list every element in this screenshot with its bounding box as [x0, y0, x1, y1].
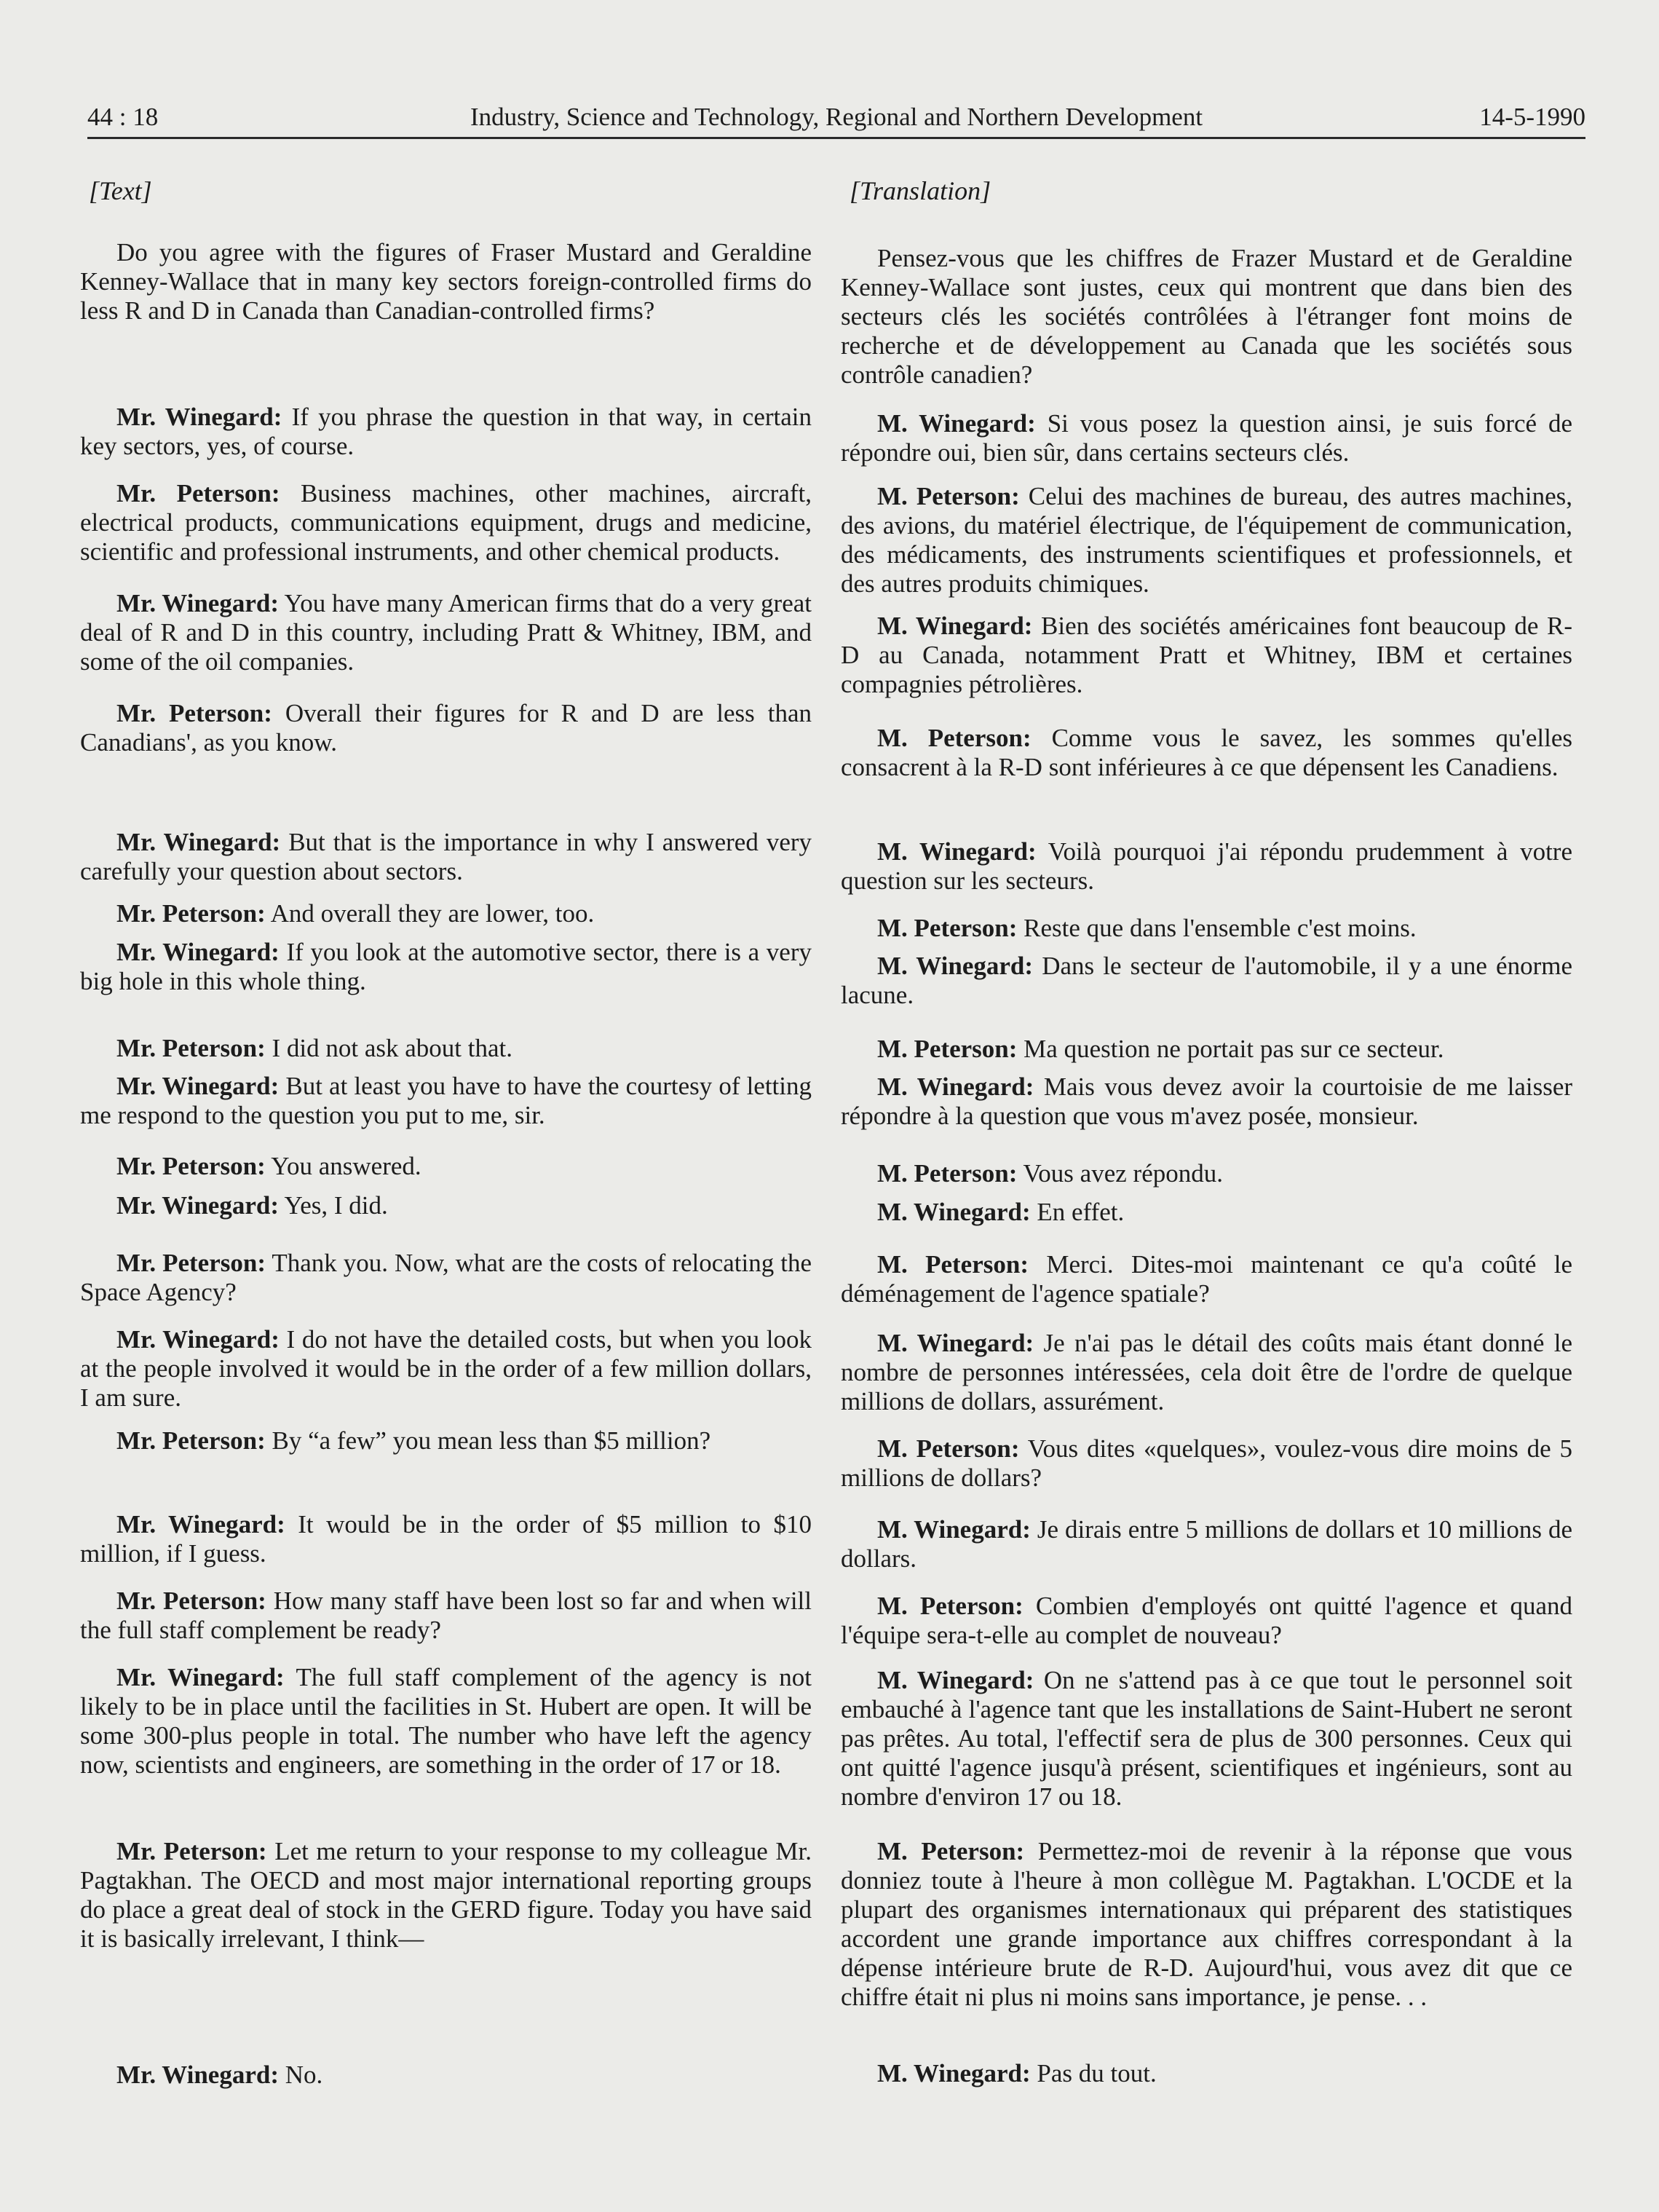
speech-text: Thank you. Now, what are the costs of relocating the Space Agency?	[80, 1249, 812, 1306]
transcript-paragraph	[80, 938, 812, 996]
speaker-name: M. Winegard:	[877, 409, 1036, 438]
transcript-paragraph	[841, 952, 1572, 1010]
speaker-name: M. Winegard:	[877, 2059, 1031, 2087]
speech-text: Overall their figures for R and D are less than Canadians', as you know.	[80, 699, 812, 757]
speaker-name: M. Winegard:	[877, 1073, 1034, 1101]
transcript-paragraph	[841, 724, 1572, 782]
speech-text: Mais vous devez avoir la courtoisie de me laisser répondre à la question que vous m'avez posée, monsieur.	[841, 1073, 1573, 1130]
speaker-name: Mr. Winegard:	[116, 1072, 280, 1100]
transcript-paragraph	[80, 589, 812, 676]
speech-text: How many staff have been lost so far and when will the full staff complement be ready?	[80, 1587, 812, 1644]
french-column	[841, 175, 1573, 2087]
speaker-name: Mr. Peterson:	[116, 1152, 266, 1180]
transcript-paragraph	[841, 1329, 1572, 1416]
speaker-name: Mr. Peterson:	[116, 1249, 266, 1277]
speech-text: Pas du tout.	[1037, 2059, 1157, 2087]
transcript-paragraph	[841, 914, 1572, 943]
speaker-name: M. Peterson:	[877, 914, 1018, 942]
speaker-name: M. Peterson:	[877, 1035, 1018, 1063]
transcript-paragraph	[80, 1510, 812, 1568]
transcript-paragraph	[80, 699, 812, 757]
transcript-paragraph	[80, 1152, 812, 1181]
english-column	[80, 175, 812, 2089]
speaker-name: M. Peterson:	[877, 1250, 1029, 1279]
speaker-name: Mr. Winegard:	[116, 1325, 280, 1354]
speaker-name: Mr. Winegard:	[116, 938, 280, 966]
speech-text: Voilà pourquoi j'ai répondu prudemment à votre question sur les secteurs.	[841, 837, 1572, 895]
speaker-name: Mr. Peterson:	[116, 479, 280, 507]
speech-text: By “a few” you mean less than $5 million?	[272, 1426, 711, 1455]
speech-text: Vous avez répondu.	[1023, 1159, 1223, 1188]
speaker-name: Mr. Peterson:	[116, 1426, 266, 1455]
speech-text: It would be in the order of $5 million to $10 million, if I guess.	[80, 1510, 812, 1568]
transcript-paragraph	[841, 1434, 1572, 1493]
speaker-name: M. Peterson:	[877, 1837, 1025, 1865]
transcript-paragraph	[80, 899, 812, 928]
transcript-paragraph	[80, 479, 812, 566]
speech-text: You have many American firms that do a very great deal of R and D in this country, including Pratt & Whitney, IBM, and some of the oil companies.	[80, 589, 812, 676]
transcript-paragraph	[80, 2061, 812, 2090]
transcript-paragraph	[841, 1159, 1572, 1188]
speech-text: Comme vous le savez, les sommes qu'elles consacrent à la R-D sont inférieures à ce que dépensent les Canadiens.	[841, 724, 1573, 781]
speech-text: Combien d'employés ont quitté l'agence et quand l'équipe sera-t-elle au complet de nouveau?	[841, 1592, 1573, 1649]
speech-text: Merci. Dites-moi maintenant ce qu'a coûté le déménagement de l'agence spatiale?	[841, 1250, 1573, 1308]
transcript-paragraph	[80, 1034, 812, 1063]
speech-text: And overall they are lower, too.	[270, 899, 595, 928]
transcript-paragraph	[80, 1249, 812, 1307]
speech-text: If you look at the automotive sector, there is a very big hole in this whole thing.	[80, 938, 812, 995]
speaker-name: M. Peterson:	[877, 1159, 1018, 1188]
speaker-name: Mr. Peterson:	[116, 699, 272, 727]
transcript-paragraph	[841, 244, 1572, 390]
speech-text: On ne s'attend pas à ce que tout le personnel soit embauché à l'agence tant que les installations de Saint-Hubert ne seront pas prêtes. Au total, l'effectif sera de plus de 300 personnes. Ceux qui ont quitté l'agence jusqu'à présent, scientifiques et ingénieurs, sont au nombre d'environ 17 ou 18.	[841, 1666, 1572, 1811]
speaker-name: M. Winegard:	[877, 1198, 1031, 1226]
speaker-name: M. Peterson:	[877, 1592, 1023, 1620]
transcript-paragraph	[841, 1592, 1572, 1650]
transcript-paragraph	[80, 1663, 812, 1780]
transcript-paragraph	[80, 1325, 812, 1413]
speaker-name: M. Peterson:	[877, 482, 1020, 510]
speaker-name: Mr. Winegard:	[116, 403, 282, 431]
speech-text: Je dirais entre 5 millions de dollars et 10 millions de dollars.	[841, 1515, 1573, 1573]
speaker-name: Mr. Winegard:	[116, 1663, 285, 1691]
speech-text: Business machines, other machines, aircraft, electrical products, communications equipment, drugs and medicine, scientific and professional instruments, and other chemical products.	[80, 479, 812, 566]
speaker-name: Mr. Winegard:	[116, 2061, 279, 2089]
speaker-name: Mr. Peterson:	[116, 899, 266, 928]
column-label-text: [Text]	[89, 176, 152, 205]
transcript-paragraph	[80, 403, 812, 461]
speaker-name: M. Winegard:	[877, 837, 1037, 866]
speech-text: Je n'ai pas le détail des coûts mais étant donné le nombre de personnes intéressées, cela doit être de l'ordre de quelque millions de dollars, assurément.	[841, 1329, 1573, 1415]
speaker-name: Mr. Winegard:	[116, 828, 281, 856]
speech-text: Celui des machines de bureau, des autres machines, des avions, du matériel électrique, de l'équipement de communication, des médicaments, des instruments scientifiques et professionnels, et des autres produits chimiques.	[841, 482, 1573, 598]
speaker-name: Mr. Peterson:	[116, 1837, 267, 1865]
speech-text: But at least you have to have the courtesy of letting me respond to the question you put to me, sir.	[80, 1072, 812, 1129]
committee-title: Industry, Science and Technology, Regional and Northern Development	[470, 103, 1203, 131]
transcript-paragraph	[841, 1515, 1572, 1573]
speech-text: If you phrase the question in that way, in certain key sectors, yes, of course.	[80, 403, 812, 460]
speech-text: I do not have the detailed costs, but when you look at the people involved it would be in the order of a few million dollars, I am sure.	[80, 1325, 812, 1412]
transcript-paragraph	[80, 1191, 812, 1220]
speech-text: Let me return to your response to my colleague Mr. Pagtakhan. The OECD and most major international reporting groups do place a great deal of stock in the GERD figure. Today you have said it is basically irrelevant, I think—	[80, 1837, 812, 1953]
speech-text: En effet.	[1037, 1198, 1125, 1226]
speaker-name: M. Winegard:	[877, 1329, 1034, 1357]
transcript-paragraph	[841, 1837, 1572, 2012]
transcript-paragraph	[80, 828, 812, 886]
speaker-name: Mr. Peterson:	[116, 1034, 266, 1062]
speech-text: Vous dites «quelques», voulez-vous dire moins de 5 millions de dollars?	[841, 1434, 1572, 1492]
speech-text: Do you agree with the figures of Fraser Mustard and Geraldine Kenney-Wallace that in many key sectors foreign-controlled firms do less R and D in Canada than Canadian-controlled firms?	[80, 238, 812, 325]
speech-text: Dans le secteur de l'automobile, il y a une énorme lacune.	[841, 952, 1572, 1009]
speech-text: The full staff complement of the agency is not likely to be in place until the facilities in St. Hubert are open. It will be some 300-plus people in total. The number who have left the agency now, scientists and engineers, are something in the order of 17 or 18.	[80, 1663, 812, 1779]
speaker-name: Mr. Winegard:	[116, 589, 279, 617]
speech-text: Reste que dans l'ensemble c'est moins.	[1023, 914, 1417, 942]
speech-text: Bien des sociétés américaines font beaucoup de R-D au Canada, notamment Pratt et Whitney, IBM et certaines compagnies pétrolières.	[841, 612, 1572, 698]
transcript-paragraph	[841, 1073, 1572, 1131]
speaker-name: M. Winegard:	[877, 1666, 1034, 1694]
transcript-paragraph	[841, 837, 1572, 896]
transcript-paragraph	[841, 1198, 1572, 1227]
transcript-paragraph	[80, 1072, 812, 1130]
speaker-name: Mr. Winegard:	[116, 1191, 279, 1220]
speech-text: Yes, I did.	[284, 1191, 388, 1220]
speaker-name: M. Winegard:	[877, 1515, 1031, 1544]
speaker-name: Mr. Peterson:	[116, 1587, 266, 1615]
column-label-translation: [Translation]	[850, 176, 991, 205]
transcript-paragraph	[80, 1426, 812, 1455]
speech-text: Ma question ne portait pas sur ce secteur.	[1023, 1035, 1444, 1063]
transcript-paragraph	[80, 1837, 812, 1954]
meeting-date: 14-5-1990	[1479, 103, 1585, 131]
speaker-name: Mr. Winegard:	[116, 1510, 285, 1538]
transcript-paragraph	[841, 1250, 1572, 1308]
speaker-name: M. Winegard:	[877, 612, 1033, 640]
speech-text: But that is the importance in why I answered very carefully your question about sectors.	[80, 828, 812, 885]
transcript-paragraph	[841, 1666, 1572, 1812]
page-header	[87, 99, 1585, 139]
page-reference: 44 : 18	[87, 103, 159, 131]
transcript-paragraph	[841, 1035, 1572, 1064]
speech-text: Si vous posez la question ainsi, je suis forcé de répondre oui, bien sûr, dans certains secteurs clés.	[841, 409, 1573, 467]
speaker-name: M. Winegard:	[877, 952, 1034, 980]
transcript-paragraph	[841, 2059, 1572, 2088]
transcript-paragraph	[841, 482, 1572, 599]
speaker-name: M. Peterson:	[877, 724, 1032, 752]
speech-text: Permettez-moi de revenir à la réponse que vous donniez toute à l'heure à mon collègue M. Pagtakhan. L'OCDE et la plupart des organismes internationaux qui préparent des statistiques accordent une grande importance aux chiffres correspondant à la dépense intérieure brute de R-D. Aujourd'hui, vous avez dit que ce chiffre était ni plus ni moins sans importance, je pense. . .	[841, 1837, 1573, 2011]
speech-text: I did not ask about that.	[272, 1034, 513, 1062]
transcript-paragraph	[841, 612, 1572, 699]
transcript-paragraph	[841, 409, 1572, 467]
transcript-paragraph	[80, 1587, 812, 1645]
transcript-paragraph	[80, 238, 812, 325]
speaker-name: M. Peterson:	[877, 1434, 1020, 1463]
speech-text: You answered.	[271, 1152, 421, 1180]
speech-text: No.	[285, 2061, 323, 2089]
speech-text: Pensez-vous que les chiffres de Frazer Mustard et de Geraldine Kenney-Wallace sont justes, ceux qui montrent que dans bien des secteurs clés les sociétés contrôlées à l'étranger font moins de recherche et de développement au Canada que les sociétés sous contrôle canadien?	[841, 244, 1572, 389]
